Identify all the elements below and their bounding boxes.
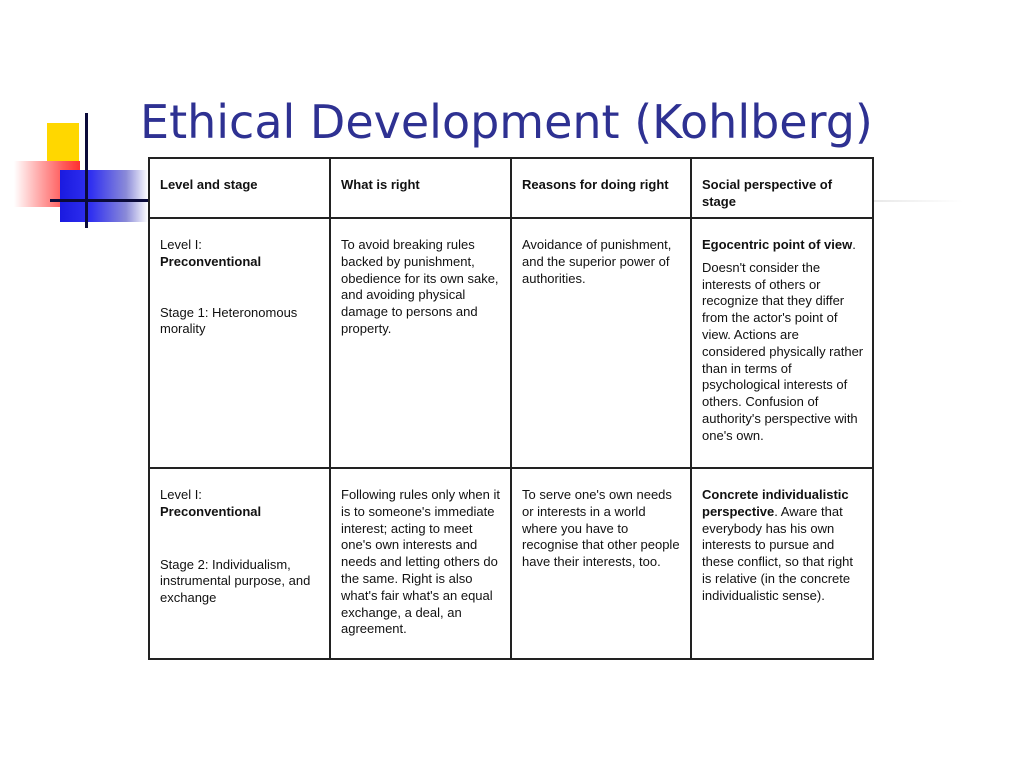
spacer: [160, 271, 321, 305]
cell-social-perspective: [691, 468, 873, 659]
decorative-fade-line: [873, 200, 963, 202]
perspective-text: Doesn't consider the interests of others or recognize that they differ from the actor's point of view. Actions are considered physically rather than in terms of psychological interests of others. Confusion of authority's perspective with one's own.: [702, 259, 864, 443]
perspective-title: Concrete individualistic perspective: [702, 487, 849, 519]
stage-name: Stage 2: Individualism, instrumental purpose, and exchange: [160, 556, 311, 606]
table-row: [149, 218, 873, 468]
header-what-is-right: What is right: [330, 158, 511, 218]
reasons-text: Avoidance of punishment, and the superior power of authorities.: [522, 237, 672, 286]
cell-reasons: [511, 218, 691, 468]
cell-what-is-right: [330, 468, 511, 659]
cell-social-perspective: [691, 218, 873, 468]
stage-name: Stage 1: Heteronomous morality: [160, 304, 298, 337]
decorative-vertical-line: [85, 113, 88, 228]
cell-reasons: [511, 468, 691, 659]
table-row: [149, 468, 873, 659]
reasons-text: To serve one's own needs or interests in a world where you have to recognise that other people have their interests, too.: [522, 487, 680, 570]
level-name: Preconventional: [160, 253, 262, 269]
perspective-title-suffix: .: [852, 237, 856, 252]
what-is-right-text: To avoid breaking rules backed by punishment, obedience for its own sake, and avoiding physical damage to persons and property.: [341, 237, 499, 336]
perspective-text: . Aware that everybody has his own interests to pursue and these conflict, so that right is relative (in the concrete individualistic sense).: [702, 503, 854, 603]
table-header-row: [149, 158, 873, 218]
spacer: [160, 521, 321, 557]
header-reasons: Reasons for doing right: [511, 158, 691, 218]
level-label: Level I:: [160, 487, 202, 502]
cell-level-stage: [149, 218, 330, 468]
header-social-perspective: Social perspective of stage: [691, 158, 873, 218]
header-level-and-stage: Level and stage: [149, 158, 330, 218]
level-label: Level I:: [160, 237, 202, 252]
decorative-horizontal-line: [50, 199, 148, 202]
kohlberg-stages-table: [148, 157, 874, 660]
level-name: Preconventional: [160, 503, 262, 519]
what-is-right-text: Following rules only when it is to someone's immediate interest; acting to meet one's own interests and needs and letting others do the same. Right is also what's fair what's an equal exchange, a deal, an agreement.: [341, 487, 500, 637]
perspective-title: Egocentric point of view: [702, 237, 853, 252]
cell-what-is-right: [330, 218, 511, 468]
decorative-blue-square: [60, 170, 148, 222]
slide-title: Ethical Development (Kohlberg): [140, 95, 873, 149]
cell-level-stage: [149, 468, 330, 659]
